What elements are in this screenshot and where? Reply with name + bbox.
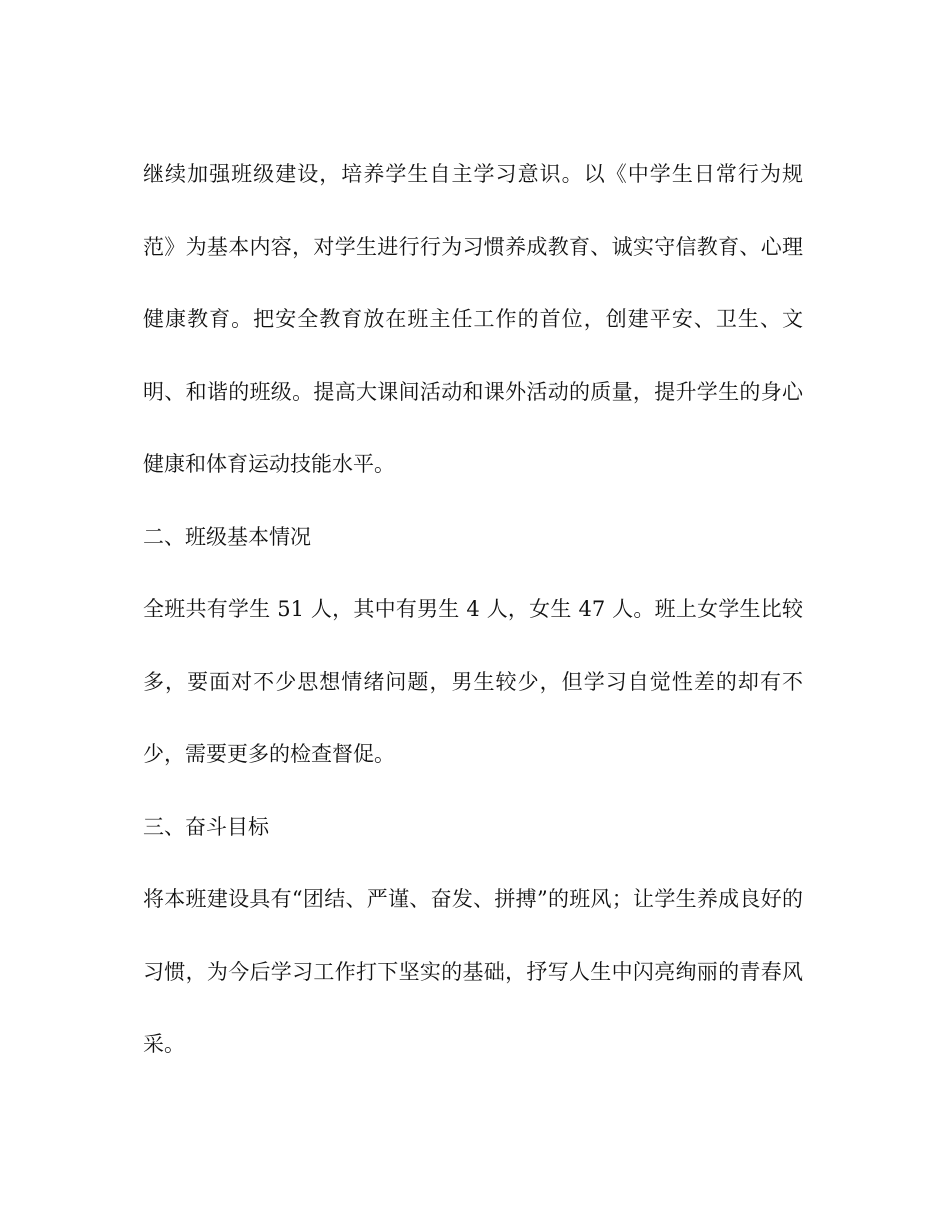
paragraph-class-situation: 全班共有学生 51 人，其中有男生 4 人，女生 47 人。班上女学生比较多，要面对不少思想情绪问题，男生较少，但学习自觉性差的却有不少，需要更多的检查督促。 [143, 597, 803, 766]
paragraph-class-building: 继续加强班级建设，培养学生自主学习意识。以《中学生日常行为规范》为基本内容，对学生进行行为习惯养成教育、诚实守信教育、心理健康教育。把安全教育放在班主任工作的首位，创建平安、卫生、文明、和谐的班级。提高大课间活动和课外活动的质量，提升学生的身心健康和体育运动技能水平。 [143, 162, 803, 476]
section-heading-goals: 三、奋斗目标 [143, 814, 269, 839]
paragraph-goals: 将本班建设具有“团结、严谨、奋发、拼搏”的班风；让学生养成良好的习惯，为今后学习工作打下坚实的基础，抒写人生中闪亮绚丽的青春风采。 [143, 887, 803, 1056]
section-heading-class-situation: 二、班级基本情况 [143, 524, 311, 549]
document-body [143, 138, 803, 1081]
